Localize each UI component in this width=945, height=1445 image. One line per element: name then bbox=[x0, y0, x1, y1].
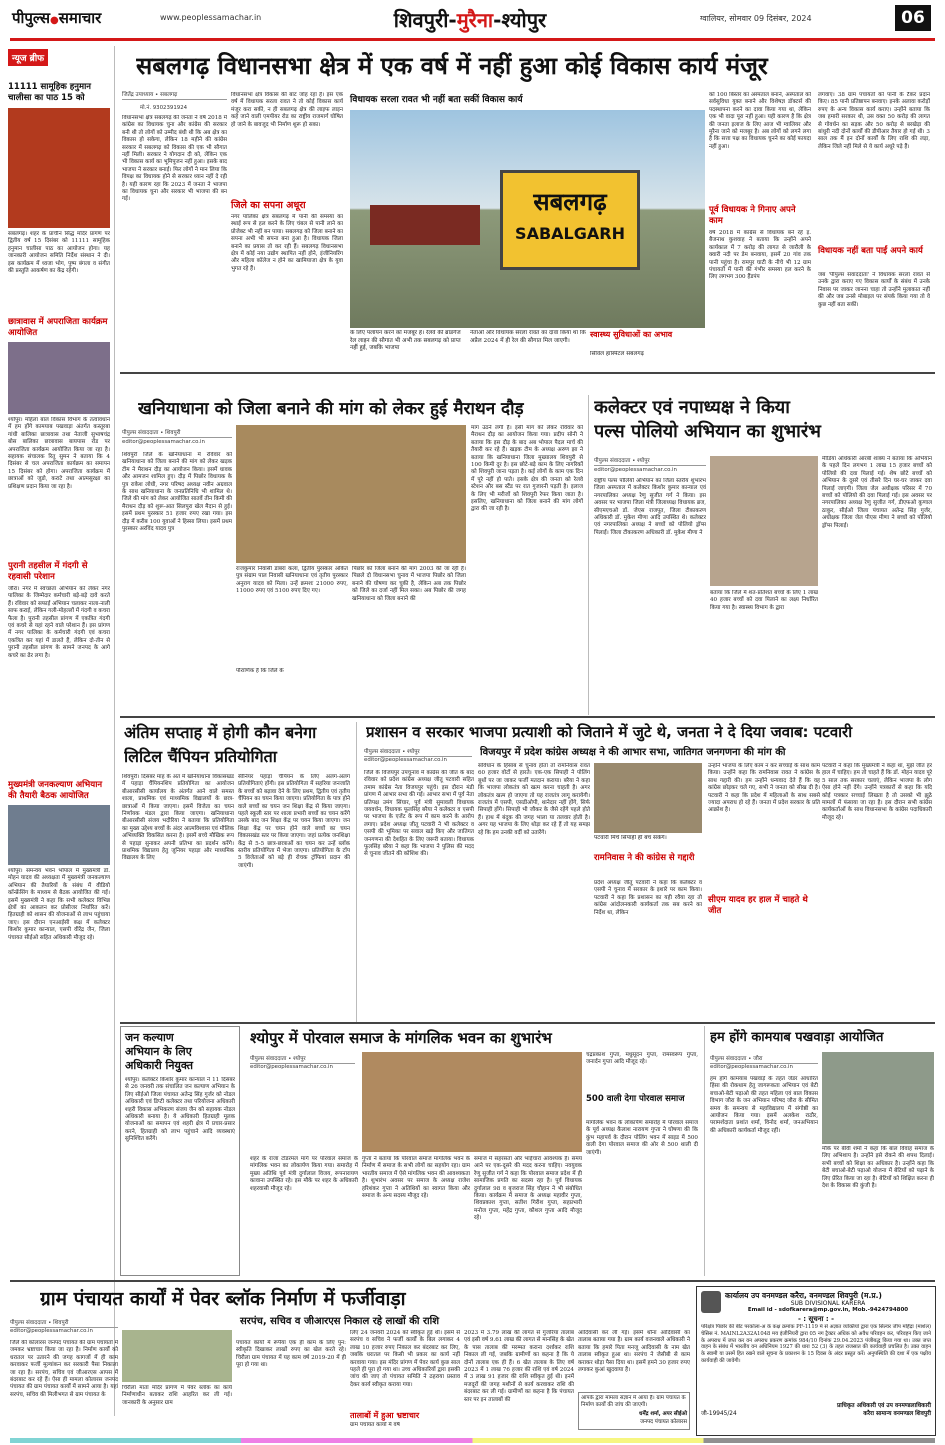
a4-col2: सीनियर पहाड़ा चैंपियन के लिए अलग-अलग प्रतियोगिताएं होंगी। इस प्रतियोगिता में सहरिया जनजाति के बच्चों को बढ़ावा देने के लिए प्रथम, द्वितीय एवं तृतीय चैंपियन का चयन किया जाएगा। प्रतियोगिता के पात्र होने वाले बच्चों का चयन जन शिक्षा केंद्र से किया जाएगा। पहले स्कूली स्तर पर शाला प्रभारी बच्चों का चयन करेंगे उसके बाद जन शिक्षा केंद्र पर चयन किया जाएगा। जन शिक्षा केंद्र पर चयन होने वाले बच्चों का चयन विकासखंड स्तर पर किया जाएगा। जहां प्रत्येक जनशिक्षा केंद्र से 5-5 छात्र-छात्राओं का चयन कर उन्हें ब्लॉक स्तरीय प्रतियोगिता में भेजा जाएगा। प्रतियोगिता के टॉप 5 विजेताओं को बड़े ही रोचक ट्रॉफियां प्रदान की जाएंगी। bbox=[238, 774, 350, 869]
porwal-samaj-photo bbox=[362, 1052, 582, 1152]
a5-caption: पटवारी मिर्चे सिपाही ही बच सकेंगे। bbox=[594, 835, 667, 841]
brief-headline-4: मुख्यमंत्री जनकल्याण अभियान की तैयारी बैठक आयोजित bbox=[8, 780, 103, 801]
registration-strip bbox=[10, 1438, 935, 1443]
brief-text-4: श्योपुर। समन्वय भवन भोपाल में मुख्यमंत्री डॉ. मोहन यादव की अध्यक्षता में मुख्यमंत्री जनकल्याण अभियान की तैयारियों के संबंध में वीडियो कॉन्फ्रेंसिंग के माध्यम से बैठक आयोजित की गई। इसमें मुख्यमंत्री ने कहा कि सभी कलेक्टर विभिन्न क्षेत्रों का आकलन कर प्रोसीजर निर्धारित करें। हितग्राही को शासन की योजनाओं से लाभ पहुंचाया जाए। इस दौरान एनआईसी कक्ष में कलेक्टर किशोर कुमार कान्याल, एसपी वीरेंद्र जैन, जिला पंचायत सीईओ सहित अधिकारी मौजूद रहे। bbox=[8, 868, 110, 941]
a6-head-2: अभियान के लिए bbox=[125, 1045, 192, 1058]
vc-meeting-photo bbox=[8, 805, 110, 865]
a9-col1: जिले की कोलारस जनपद पंचायत की ग्राम पंचायतों में जमकर भ्रष्टाचार किया जा रहा है। निर्माण कार्यों को धरातल पर उतारने की जगह कागजों में ही काम करवाकर फर्जी मूल्यांकन कर सरकारी पैसा निकाला जा रहा है। सरपंच, सचिव एवं जीआरएस आपस में बंदरबाट कर रहे हैं। ऐसा ही मामला कोलारस जनपद पंचायत की ग्राम पंचायत कार्यों में सामने आया है। यहां सरपंच, सचिव की मिलीभगत से ग्राम पंचायत के bbox=[10, 1340, 118, 1398]
a9-byline: पीपुल्स संवाददाता • शिवपुरी bbox=[10, 1318, 118, 1328]
a3-headline-2: पल्स पोलियो अभियान का शुभारंभ bbox=[594, 421, 821, 442]
station-name-english: SABALGARH bbox=[515, 224, 625, 243]
a1-mobile: मो.नं. 9302391924 bbox=[140, 105, 188, 111]
a3-col3: मीडिया अधिकारी आरबी शाक्य ने बताया कि अभियान के पहले दिन लगभग 1 लाख 15 हजार बच्चों को पोलियो की दवा पिलाई गई। शेष छोटे बच्चों को अभियान के दूसरे एवं तीसरे दिन घर-घर जाकर दवा पिलाई जाएगी। जिला जेल अधीक्षक परिसर में 70 बच्चों को पोलियो की दवा पिलाई गई। इस अवसर पर नगरपालिका अध्यक्ष रेणु सुजीत गर्ग, डीएफओ कुणाल ठाकुर, सीईओ जिला पंचायत अतेन्द्र सिंह गुर्जर, अधीक्षक जिला जेल पीएस मीणा ने बच्चों को पोलियो ड्रॉप्स पिलाई। bbox=[822, 456, 932, 529]
a9-sub: तालाबों में हुआ भ्रष्टाचार bbox=[350, 1411, 420, 1420]
brief-text-1: सबलगढ़। शहर के प्राचीन सिद्ध मंदिर प्रांगण पर द्वितीय वर्ष 15 दिसंबर को 11111 सामूहिक हनुमान चालीसा पाठ का आयोजन होगा। यह जानकारी आयोजन समिति निर्देश संस्थान ने दी। इस कार्यक्रम में ध्वजा भोग, पुष्प बंगला व संगीत की प्रस्तुति आकर्षण का केंद्र रहेगी। bbox=[8, 231, 110, 275]
sidebar-news-brief bbox=[8, 46, 110, 1416]
a3-col1: राष्ट्रीय पल्स पोलियो अभियान का जिला स्तरीय शुभारंभ जिला अस्पताल में कलेक्टर किशोर कुमार कान्याल एवं नगरपालिका अध्यक्ष रेणु सुजीत गर्ग ने किया। इस अवसर पर भाजपा जिला मंत्री जिलाध्यक्ष विधायक ब्रज, सीएमएचओ डॉ. जेएस राजपूत, जिला टीकाकरण अधिकारी डॉ. मुकेश मीणा आदि उपस्थित थे। कलेक्टर एवं नगरपालिका अध्यक्ष ने बच्चों को पोलियो ड्रॉप्स पिलाईं। जिला टीकाकरण अधिकारी डॉ. मुकेश मीणा ने bbox=[594, 478, 706, 536]
a9-quote-role: जनपद पंचायत कोलारस bbox=[640, 1419, 687, 1425]
a1-health-text: सिविल हॉस्पिटल सबलगढ़ bbox=[590, 351, 644, 357]
a1-bottom-rule bbox=[120, 372, 935, 374]
a7-headline: श्योपुर में पोरवाल समाज के मांगलिक भवन का शुभारंभ bbox=[250, 1029, 552, 1047]
a4-headline-1: अंतिम सप्ताह में होगी कौन बनेगा bbox=[124, 723, 317, 742]
section-title: शिवपुरी-मुरैना-श्योपुर bbox=[393, 8, 547, 32]
a8-headline: हम होंगे कामयाब पखवाड़ा आयोजित bbox=[710, 1030, 884, 1045]
a1-byline: जितेंद्र उपाध्याय • सबलगढ़ bbox=[122, 90, 227, 100]
notice-sign-1: प्राधिकृत अधिकारी एवं उप वनमण्डलाधिकारी bbox=[836, 1403, 931, 1409]
hostel-event-photo bbox=[8, 342, 110, 414]
brief-text-2: श्योपुर। महिला बाल विकास विभाग के तत्वावधान में हम होंगे कामयाब पखवाड़ा अंतर्गत कस्तूरबा गांधी बालिका छात्रावास तथा नेताजी सुभाषचंद्र बोस बालिका छात्रावास बायपास रोड पर अपराजिता कार्यक्रम आयोजित किया जा रहा है। सहायक संचालक रितु सुमन ने बताया कि 4 दिसंबर से चल अपराजिता कार्यक्रम का समापन 15 दिसंबर को होगा। अपराजिता कार्यक्रम में छात्राओं को जूडो, कराटे तथा आत्मसुरक्षा का प्रशिक्षण प्रदान किया जा रहा है। bbox=[8, 417, 110, 490]
notice-title: कार्यालय उप वनमण्डल करैरा, वनमण्डल शिवपुरी (म.प्र.) SUB DIVISIONAL KARERA Email id - sdofkarera@mp.gov.in, Mob.-9424794800 bbox=[701, 1291, 931, 1313]
a1-col2: विधानसभा क्षेत्र विकास की बाट जोह रहा है। इस एक वर्ष में विधायक सरला रावत ने तो कोई विकास कार्य मंजूर करा सकीं, न ही सबलगढ़ क्षेत्र की लाइफ लाइन कहे जाने वाली एमपीयर रोड का राष्ट्रीय राजमार्ग घोषित हो जाने के बावजूद भी निर्माण शुरू हो सका। bbox=[231, 92, 343, 128]
a9-col5: आदिवासी कर ली गई। इसमें थौंना आदिवासी का तालाब बताया गया है। ग्राम कार्य वजनवाले अधिकारी ने बताया कि हमारे पिता मनजू आदिवासी के नाम खेत तालाब स्वीकृत हुआ था। सरपंच ने जेसीबी से काम कराकर थोड़ा पैसा दिया था। इसमें हमने 30 हजार रुपए लगाकर कुआं खुदवाया है। bbox=[578, 1330, 690, 1374]
a2-col1: शिवपुरी जिले के खनियाधाना में रविवार को खनियाधाना को जिला बनाने की मांग को लेकर खड़क टीम ने मैराथन दौड़ का आयोजन किया। इसमें धावक और आमजन शामिल हुए। दौड़ में पिछोर विधायक के पुत्र राकेश लोधी, नगर परिषद अध्यक्ष नवीन अग्रवाल के साथ खनियाधाना के जनप्रतिनिधि भी शामिल थे। जिले की मांग को लेकर आयोजित सातवें तीन किमी की मैराथन दौड़ को शुरू-आत सिलपुरा खेल मैदान से हुई। इसमें प्रथम पुरस्कार 51 हजार रुपए रखा गया। इस दौड़ में करीब 100 युवाओं ने हिस्सा लिया। इसमें प्रथम पुरस्कार अरविंद यादव पुत्र bbox=[122, 452, 232, 533]
a8-email: editor@peoplessamachar.co.in bbox=[710, 1064, 793, 1070]
a3-byline: पीपुल्स संवाददाता • श्योपुर bbox=[594, 456, 706, 466]
a9-col3b: ग्राम पंचायत कार्यों में वर्ष bbox=[350, 1422, 400, 1428]
emblem-icon bbox=[701, 1291, 721, 1313]
a2-headline: खनियाधाना को जिला बनाने की मांग को लेकर हुई मैराथन दौड़ bbox=[138, 399, 524, 419]
brief-headline-3: पुरानी तहसील में गंदगी से रहवासी परेशान bbox=[8, 561, 88, 582]
a5-email: editor@peoplessamachar.co.in bbox=[364, 757, 447, 763]
a1-sub-district-dream: जिले का सपना अधूरा bbox=[231, 200, 306, 211]
a1-health-sub: स्वास्थ्य सुविधाओं का अभाव bbox=[590, 330, 673, 339]
a1-col5b: जब 'पीपुल्स संवाददाता' ने विधायक सरला रावत से उनके द्वारा कराए गए विकास कार्यों के संबंध में उनके निवास पर जाकर जानना चाहा तो उन्होंने मुलाकात नहीं की और जब उनसे मोबाइल पर संपर्क किया गया तो वे कुछ नहीं बता सकीं। bbox=[818, 272, 930, 308]
a7-col4b: मांगलिक भवन के लोकार्पण समारोह में पोरवाल समाज के पूर्व अध्यक्ष कैलाश नारायण गुप्ता ने घोषणा की कि कुंभ महापर्व के दौरान पोलिंग भवन में साइड में 500 वाली देगा पोरवाल समाज की ओर से 500 थाली दी जाएंगी। bbox=[586, 1120, 698, 1156]
a5-col4: उन्होंने भाजपा के लिए काम न कर सच्चाई के साथ काम किया। उन्होंने कहा कि रामनिवास रावत ने कांग्रेस के साथ गद्दारी की। हम उन्होंने धन्यवाद देते हैं कि वह कांग्रेस छोड़कर चले गए, सभी ने जनता को सीख दी है। पटवारी ने कहा कि प्रदेश में महिलाओं के साथ सबसे ज्यादा अपराध हो रहे हैं। जनता में प्रदेश सरकार के प्रति आक्रोश है। bbox=[708, 763, 820, 814]
brief-text-3: जौरा। नगर में स्वच्छता अभियान को लेकर नगर पालिका के जिम्मेदार कर्मचारी बड़े-बड़े दावे करते हैं। रविवार को सफाई अभियान चलाकर नाला-नाली साफ कराई, लेकिन गली-मोहल्लों में गंदगी व कचरा फैला है। पुरानी तहसील प्रांगण में एकत्रित गंदगी एवं कचरे से यहां रहने वाले परेशान हैं। इस प्रांगण में नगर पालिका के कर्मचारी गंदगी एवं कचरा एकत्रित कर यहां में डालते हैं, लेकिन दो-तीन से पुरानी तहसील प्रांगण के सामने जनपद के आगे कचरे का ढेर लगा है। bbox=[8, 586, 110, 659]
page-number: 06 bbox=[895, 5, 931, 31]
a2-email: editor@peoplessamachar.co.in bbox=[122, 439, 205, 445]
a9-headline: ग्राम पंचायत कार्यों में पेवर ब्लॉक निर्माण में फर्जीवाड़ा bbox=[40, 1288, 406, 1310]
a5-sub-cm: सीएम यादव हर हाल में चाहते थे जीत bbox=[708, 895, 808, 916]
a5-headline: प्रशासन व सरकार भाजपा प्रत्याशी को जिताने में जुटे थे, जनता ने दे दिया जवाब: पटवारी bbox=[366, 723, 853, 741]
sabalgarh-station-photo bbox=[350, 110, 705, 328]
a9-email: editor@peoplessamachar.co.in bbox=[10, 1328, 93, 1334]
masthead-rule bbox=[10, 38, 935, 41]
a4-bottom-rule bbox=[120, 1022, 935, 1024]
a3-email: editor@peoplessamachar.co.in bbox=[594, 467, 677, 473]
a9-col3: लिए 24 जनवरी 2024 को स्वीकृत हुई थी। इसमें से सरपंच व सचिव ने फर्जी कार्यों के बिल लगाकर 4 लाख 10 हजार रुपए निकाल कर बंदरबाट कर लिए, जबकि धरातल पर किसी भी प्रकार का कार्य नहीं करवाया गया। इस मंदिर प्रांगण में पेवर कार्य कुछ साल पहले ही पूरा हो गया था। उच्च अधिकारियों द्वारा इसकी जांच की जाए तो पंचायत समिति ने ठहराया प्रस्ताव देकर कार्य स्वीकृत कराया गया। bbox=[350, 1330, 460, 1388]
a2-col3b: पौराणिक है कि जिले के bbox=[236, 668, 284, 674]
a3-caption: बताया कि जिले में शत-प्रतिशत बच्चों के लिए 1 लाख 40 हजार बच्चों को दवा पिलाने का लक्ष्य निर्धारित किया गया है। स्वास्थ्य विभाग के द्वारा bbox=[710, 590, 818, 611]
a1-sub-mla-silent: विधायक नहीं बता पाईं अपने कार्य bbox=[818, 246, 923, 256]
notice-contact: Email id - sdofkarera@mp.gov.in, Mob.-9424794800 bbox=[747, 1307, 909, 1313]
a7-col2: गुप्ता ने बताया कि पोरवाल समाज मांगलिक भवन के निर्माण में समाज के सभी लोगों का सहयोग रहा। ग्राम भारतीय समाज में ऐसे मांगलिक भवन की आवश्यकता है। शुभारंभ अवसर पर समाज के अध्यक्ष राजेश हरिशंकर गुप्ता ने अतिथियों का स्वागत किया और समाज के अन्य सदस्य मौजूद रहे। bbox=[362, 1156, 470, 1200]
notice-heading: - : सूचना : - bbox=[797, 1315, 835, 1323]
logo-right: समाचार bbox=[58, 9, 102, 27]
a1-caption-2a: के लिए पलायन करने को मजबूर हैं। रेलवे की ब्रॉडगेज रेल लाइन की सौगात भी अभी तक सबलगढ़ को प्राप्त नहीं हुई, जबकि भाजपा bbox=[350, 330, 461, 352]
a9-col4: 2023 में 3.79 लाख की लागत से गुजरिया तालाब एवं इसी वर्ष 9.61 लाख की लागत से मानसिंह के खेत के पास तालाब की मरम्मत कराना दर्शाकर राशि निकाल ली गई, जबकि ग्रामीणों का कहना है कि ये दोनों तालाब एक ही हैं। 6 खेत तालाब के लिए वर्ष 2023 में 1 लाख 76 हजार की राशि एवं वर्ष 2024 में 3 लाख 91 हजार की राशि स्वीकृत हुई थी। इनमें मजदूरों की जगह मशीनों से कार्य करवाकर राशि की बंदरबाट कर ली गई। ग्रामीणों का कहना है कि पंचायत स्तर पर इन तालाबों की bbox=[464, 1330, 574, 1403]
a4-col1: शिवपुरी। दिसंबर माह के अंत में खनियाधाना विकासखंड में पहाड़ा चैंपियनशिप प्रतियोगिता का आयोजन बीआरसीसी कार्यालय के अंतर्गत आने वाले समस्त शाला, प्राथमिक एवं माध्यमिक विद्यालयों के छात्र-छात्राओं में किया जाएगा। इसमें विजेता का चयन निर्णायक मंडल द्वारा किया जाएगा। खनियाधाना बीआरसीसी संजय भदौरिया ने बताया कि प्रतियोगिता का मुख्य उद्देश्य बच्चों के अंदर आत्मविश्वास एवं मौलिक अभिव्यक्ति विकसित करना है। इसमें बच्चे मौखिक रूप से पहाड़ा सुनाकर अपनी प्रतिभा का प्रदर्शन करेंगे। प्राथमिक विद्यालय हेतु जूनियर पहाड़ा और माध्यमिक विद्यालय के लिए bbox=[122, 774, 234, 862]
a7-email: editor@peoplessamachar.co.in bbox=[250, 1064, 333, 1070]
a3-headline-1: कलेक्टर एवं नपाध्यक्ष ने किया bbox=[594, 397, 790, 418]
a9-subhead: सरपंच, सचिव व जीआरएस निकाल रहे लाखों की राशि bbox=[240, 1316, 440, 1327]
a5-col1: जिले के विजयपुर उपचुनाव में कांग्रेस की जीत के बाद रविवार को प्रदेश कांग्रेस अध्यक्ष जीतू पटवारी सहित तमाम कांग्रेस नेता विजयपुर पहुंचे। इस दौरान मंडी प्रांगण में आभार सभा की गई। आभार सभा में पूर्व नेता प्रतिपक्ष उमंग सिंघार, पूर्व मंत्री सुमावली विधायक जयवर्धन, विधायक फूलसिंह बरैया ने कलेक्टर व एसपी पर भाजपा के एजेंट के रूप में काम करने के आरोप लगाए। प्रदेश अध्यक्ष जीतू पटवारी ने भी कलेक्टर व एसपी की भूमिका पर सवाल खड़े किए और जातिगत जनगणना की देशहित के लिए जरूरी बताया। विधायक फूलसिंह बरैया ने कहा कि भाजपा ने पुलिस की मदद से चुनाव जीतने की कोशिश की। bbox=[364, 770, 474, 858]
a9-col2: पंचायत कार्यों में रूपैया एक ही काम के लिए पुन: स्वीकृति दिखाकर लाखों रुपए का खेल करते रहे। चिरौला ग्राम पंचायत में यह काम वर्ष 2019-20 में ही पूरा हो गया था। bbox=[236, 1340, 346, 1369]
a5-byline: पीपुल्स संवाददाता • श्योपुर bbox=[364, 747, 472, 757]
a6-text: श्योपुर। कलेक्टर किशोर कुमार कान्याल ने 11 दिसंबर से 26 जनवरी तक संचालित जन कल्याण अभियान के लिए सीईओ जिला पंचायत अतेन्द्र सिंह गुर्जर को नोडल अधिकारी एवं डिप्टी कलेक्टर तथा परियोजना अधिकारी शहरी विकास अभिकरण संजय जैन को सहायक नोडल अधिकारी बनाया है। ये अधिकारी हितग्राही मूलक योजनाओं का समापन एवं शहरी क्षेत्र में प्रचार-प्रसार करने, हितग्राही को लाभ पहुंचाने आदि व्यवस्थाएं सुनिश्चित करेंगे। bbox=[125, 1077, 235, 1143]
a7-a8-divider bbox=[704, 1026, 705, 1276]
a1-sub-former-mla: पूर्व विधायक ने गिनाए अपने काम bbox=[709, 205, 796, 226]
a1-photo-caption: विधायक सरला रावत भी नहीं बता सकीं विकास कार्य bbox=[350, 95, 523, 105]
website: www.peoplessamachar.in bbox=[160, 13, 262, 22]
a5-col2: संविधान के हिसाब से चुनाव होता तो रामनिवास रावत 60 हजार वोटों से हारते। एक-एक सिपाही ने पोलिंग बूथों पर जा जाकर फर्जी मतदान कराया। बरैया ने कहा कि भाजपा लोकतंत्र को खत्म करना चाहती है। अगर लोकतंत्र खत्म हो जाएगा तो यह राजतंत्र लागू करायेगी। राजतंत्र में एसपी, एसडीओपी, थानेदार नहीं होंगे, सिर्फ सिपाही होंगे। सिपाही भी जौकर के जैसे रहेंगे पहले होते हैं। हाथ में बंदूक की जगह भाला या तलवार होती है। अगर यह भाजपा के लिए थोड़ा कर रहे हैं तो यह समझ रहे कि हम उनकी वर्दी को उतारेंगे। bbox=[478, 763, 590, 836]
a1-col1: विधानसभा क्षेत्र सबलगढ़ की जनता ने वर्ष 2018 में कांग्रेस का विधायक चुना और कांग्रेस की सरकार बनी थी तो लोगों को उम्मीद बंधी थी कि अब क्षेत्र का विकास हो सकेगा, लेकिन 18 महीने की कांग्रेस सरकार में सबलगढ़ को विकास की एक भी सौगात नहीं मिली। सरकार ने योगदान दी को, लेकिन एक भी विकास कार्य का भूमिपूजन नहीं हुआ। इसके बाद भाजपा ने सरकार बनाई। फिर लोगों ने मान लिया कि विपक्ष का विधायक होने से सरकार ध्यान नहीं दे रही है। यही कारण रहा कि 2023 में जनता ने भाजपा का विधायक चुना और सरकार भी भाजपा की बन गई। bbox=[122, 115, 227, 203]
a1-col2b: नगर पालिका क्षेत्र सबलगढ़ में पानी की समस्या का स्थाई रूप से हल करने के लिए चंबल से पानी लाने का प्रोजेक्ट भी नहीं बन पाया। सबलगढ़ को जिला बनाने का सपना अभी भी सपना बना हुआ है। विधायक जिला बनाने का प्रयास तो कर रही हैं। सबलगढ़ विधानसभा क्षेत्र में कोई नया उद्योग स्थापित नहीं होने, इंजीनियरिंग और महिला कॉलेज न होने का खामियाजा क्षेत्र के युवा भुगत रहे हैं। bbox=[231, 214, 343, 272]
a4-headline-2: लिटिल चैंपियन प्रतियोगिता bbox=[124, 747, 277, 766]
a7-col1: शहर के राजा टोडरमल मार्ग पर पोरवाल समाज के मांगलिक भवन का लोकार्पण किया गया। समारोह में मुख्य अतिथि पूर्व मंत्री दुर्गालाल विजय, रूपनारायण कावाना उपस्थित रहे। इस मौके पर शहर के अधिकारी शहरवासी मौजूद रहे। bbox=[250, 1156, 358, 1192]
marathon-felicitation-photo bbox=[236, 425, 466, 563]
a1-caption-2b: नेताओं और विधायक सरला रावत का दावा किया था कि अप्रैल 2024 में ही रेल की सौगात मिल जाएगी। bbox=[470, 330, 586, 344]
logo-left: पीपुल्स bbox=[12, 9, 51, 27]
a5-col5: पटवारी ने कहा कि मुख्यमंत्री ने कहा था, मुझे जीत हर हाल में चाहिए। हम तो चाहते हैं कि डॉ. मोहन यादव पूरे 5 साल तक सरकार चलाएं, लेकिन भाजपा के लोग ऐसा होने नहीं देंगे। उन्होंने पत्रकारों से कहा कि यदि कोई पत्रकार सच्चाई लिखता है तो उसको भी झूठे मामलों में फंसाया जा रहा है। इस दौरान सभी कांग्रेस कार्यकर्ताओं के साथ विधानसभा के कांग्रेस पदाधिकारी मौजूद रहे। bbox=[822, 763, 932, 821]
station-sign bbox=[500, 170, 640, 270]
a9-caption: चिरौला माता मंदिर प्रांगण में पेवर ब्लॉक का कार्य निर्माणाधीन बताकर राशि आहरित कर ली गई। जानकारी के अनुसार ग्राम bbox=[122, 1385, 232, 1406]
a4-a5-divider bbox=[356, 722, 357, 1022]
a2-byline: पीपुल्स संवाददाता • शिवपुरी bbox=[122, 428, 232, 438]
notice-ref: जी-19945/24 bbox=[701, 1411, 737, 1417]
a9-quote-box bbox=[578, 1392, 690, 1430]
news-brief-tag: न्यूज ब्रीफ bbox=[8, 49, 48, 66]
sidebar-divider bbox=[114, 46, 115, 1416]
train-shape bbox=[370, 205, 480, 245]
polio-drops-photo bbox=[710, 456, 818, 586]
a9-quote: आपके द्वारा मामला संज्ञान में आया है। ग्राम पंचायत के निर्माण कार्यों की जांच की जाएगी। bbox=[581, 1395, 686, 1408]
a5-subhead: विजयपुर में प्रदेश कांग्रेस अध्यक्ष ने की आभार सभा, जातिगत जनगणना की मांग की bbox=[480, 747, 786, 758]
masthead bbox=[0, 0, 945, 40]
jaura-event-photo bbox=[822, 1052, 934, 1144]
a2-col3: पिछोर को जिला बनाने की मांग 2003 की जा रही है। पिछले दो विधानसभा चुनाव में भाजपा पिछोर को जिला बनाने की घोषणा कर चुकी है, लेकिन अब तक पिछोर को जिले का दर्जा नहीं मिल सका। अब पिछोर की जगह खनियाधाना को जिला बनाने की bbox=[352, 566, 466, 602]
a7-sub: 500 वाली देगा पोरवाल समाज bbox=[586, 1094, 685, 1104]
a7-col4: चंद्रप्रकाश गुप्ता, मधुसूदन गुप्ता, रामस्वरूप गुप्ता, जनार्दन गुप्ता आदि मौजूद रहे। bbox=[586, 1052, 698, 1066]
a5-sub-ramnivas: रामनिवास ने की कांग्रेस से गद्दारी bbox=[594, 853, 695, 863]
a8-bottom-rule bbox=[10, 1280, 935, 1282]
notice-office: SUB DIVISIONAL KARERA bbox=[790, 1300, 866, 1307]
dateline: ग्वालियर, सोमवार 09 दिसंबर, 2024 bbox=[700, 14, 812, 23]
a1-col4b: वर्ष 2018 में कांग्रेस से विधायक बने रहे इं. बैजनाथ कुशवाह ने बताया कि उन्होंने अपने कार्यकाल में 7 करोड़ की लागत से जारौली के क्वारी नदी पर डेम बनवाया, इसमें 20 गांव तक पानी पहुंचा है। रामपुर घाटी के नीचे भी 12 ग्राम पंचायतों में पानी की गंभीर समस्या हल करने के लिए लगभग 300 हैंडपंप bbox=[709, 230, 811, 281]
chirola-temple-photo bbox=[122, 1330, 232, 1382]
a8-caption: मौके पर बीवी शर्मा ने कहा कि बाल विवाह समाज के लिए अभिशाप है। उन्होंने इसे रोकने की शपथ दिलाई। सभी बच्चों को शिक्षा का अधिकार है। उन्होंने कहा कि बेटी बचाओ-बेटी पढ़ाओ योजना में बेटियों को पढ़ाने के लिए प्रेरित किया जा रहा है। बेटियों को शिक्षित करना ही देश के विकास की कुंजी है। bbox=[822, 1146, 934, 1190]
a8-col1: हम होंगे कामयाब पखवाड़े के तहत जेंडर आधारित हिंसा की रोकथाम हेतु जागरूकता अभियान एवं बेटी बचाओ-बेटी पढ़ाओ की तहत महिला एवं बाल विकास विभाग जौरा के जन अभियान परिषद जौरा के सीमित समय के समन्वय से महाविद्यालय में संगोष्ठी का आयोजन किया गया। इसमें अलकेश राठौर, परामर्शदाता प्रशांत शर्मा, विनोद शर्मा, जनअभियान की अधिकारी कार्यकर्ता मौजूद रहीं। bbox=[710, 1076, 818, 1134]
a6-head-3: अधिकारी नियुक्त bbox=[125, 1059, 193, 1072]
brief-headline-2: छात्रावास में अपराजिता कार्यक्रम आयोजित bbox=[8, 317, 108, 338]
a9-quote-name: धर्मेंद्र शर्मा, अपर सीईओ bbox=[639, 1411, 687, 1417]
notice-body: परिक्षेत्र पिछोर की बीट परकोला-अ के कक्ष क्रमांक PF-1119 में से अज्ञात व्यक्तियों द्वारा एक सिल्वर जीप महिंद्रा (मार्शल) चेसिस नं. MAINL2A32A1048 मय इंजीनियरी द्वारा 05 नग ट्रैक्टर अधिक को अवैध परिवहन कर, परिवहन किए जाने के अपराध में जप्त कर वन अपराध प्रकरण क्रमांक 984/10 दिनांक 29.04.2023 पंजीबद्ध किया गया था। उक्त जप्त वाहन के संबंध में भारतीय वन अधिनियम 1927 की धारा 52 (3) के तहत राजसात की कार्यवाही प्रचलित है। उक्त वाहन के स्वामी या उसमें हित रखने वाले सूचना के प्रकाशन के 15 दिवस के अंदर प्रस्तुत करें। अनुपस्थिति की दशा में एक पक्षीय कार्यवाही की जावेगी। bbox=[701, 1324, 931, 1364]
patwari-rally-photo bbox=[594, 763, 702, 833]
a7-col3: समाज में सहरसता और भाईचारा आवश्यक है। समय आने पर एक-दूसरे की मदद करना चाहिए। नवयुवक रेणु सुजीत गर्ग ने कहा कि पोरवाल समाज प्रदेश में ही सामाजिक प्रगति का सदस्य रहा है। पूर्व विधायक दुर्गालाल 98 व बृजराज सिंह चौहान ने भी संबोधित किया। कार्यक्रम में समाज के अध्यक्ष महावीर गुप्ता, शिवप्रकाश गुप्ता, सतीश गिरीश गुप्ता, सहप्रभारी मनोज गुप्ता, महेंद्र गुप्ता, कौशल गुप्ता आदि मौजूद रहे। bbox=[474, 1156, 582, 1222]
brief-headline-1: 11111 सामूहिक हनुमान चालीसा का पाठ 15 को bbox=[8, 82, 91, 103]
station-name-hindi: सबलगढ़ bbox=[533, 188, 607, 216]
notice-sign-2: करैरा सामान्य वनमण्डल शिवपुरी bbox=[863, 1411, 931, 1417]
a8-byline: पीपुल्स संवाददाता • जौरा bbox=[710, 1054, 818, 1064]
a1-col5: लगवाए। 38 ग्राम पंचायतों को पानी के टैंकर प्रदान किए। 85 पानी प्रतिष्ठापन बनवाए। इनके अलावा करोड़ों रुपए के अन्य विकास कार्य कराए। उन्होंने बताया कि जब हमारी सरकार थी, उस वक्त 50 करोड़ की लागत से गोवर्धन का सड़क और 50 करोड़ से बरखेड़ा की बांधुरी नदी दोनों कार्यों की डीपीआर तैयार हो गई थी। 3 साल तक मैं इन दोनों कार्यों के लिए राशि की लड़ा, लेकिन जिले नहीं मिले से ये कार्य अधूरे पड़े हैं। bbox=[818, 92, 930, 150]
a6-box bbox=[120, 1026, 240, 1276]
a2-col4: मांग उठने लगी है। इसी मांग को लेकर रविवार को मैराथन दौड़ का आयोजन किया गया। प्रदीप सोनी ने बताया कि इस दौड़ के बाद अब भोपाल पैदल मार्च की तैयारी कर रहे हैं। खड़क टीम के अध्यक्ष अरुण झा ने बताया कि खनियाधाना जिला मुख्यालय शिवपुरी से 100 किमी दूर है। इस छोटे-बड़े काम के लिए नागरिकों को शिवपुरी जाना पड़ता है। कई लोगों के काम एक दिन में पूरे नहीं हो पाते। इसके क्षेत्र की जनता को रेलवे स्टेशन और बस स्टैंड पर रात गुजारनी पड़ती है। इलाज के लिए भी मरीजों को शिवपुरी रेफर किया जाता है। इसलिए, खनियाधाना को जिला बनाने की मांग लोगों द्वारा की जा रही है। bbox=[471, 425, 583, 513]
a2-a3-divider bbox=[588, 395, 589, 715]
forest-notice bbox=[696, 1286, 936, 1436]
a2-bottom-rule bbox=[120, 716, 935, 718]
a1-col4: को 100 बिस्तर का अस्पताल बनाने, अस्पताल को सर्वसुविधा युक्त बनाने और विशेषज्ञ डॉक्टर्स की पदस्थापना करने का दावा किया गया था, लेकिन एक भी वादा पूरा नहीं हुआ। यही कारण है कि क्षेत्र की जनता इलाज के लिए आज भी ग्वालियर और मुरैना जाने को मजबूर है। अब लोगों को लगने लगा है कि सत्ता पक्ष का विधायक चुनने का कोई फायदा नहीं हुआ। bbox=[709, 92, 811, 150]
a6-head-1: जन कल्याण bbox=[125, 1031, 174, 1044]
a2-caption: राजकुमार निवासी डाबरा कलां, द्वितीय पुरस्कार अंकित पुत्र संग्राम पाल निवासी खनियाधाना एवं तृतीय पुरस्कार अनुराग यादव को मिला। उन्हें क्रमशः 21000 रुपए, 11000 रुपए एवं 5100 रुपए दिए गए। bbox=[236, 566, 348, 595]
a7-byline: पीपुल्स संवाददाता • श्योपुर bbox=[250, 1054, 355, 1064]
hanuman-temple-photo bbox=[8, 108, 110, 228]
logo: पीपुल्स●समाचार bbox=[12, 9, 102, 27]
a1-headline: सबलगढ़ विधानसभा क्षेत्र में एक वर्ष में नहीं हुआ कोई विकास कार्य मंजूर bbox=[136, 52, 768, 80]
a5-col3: प्रदेश अध्यक्ष जीतू पटवारी ने कहा कि कलेक्टर व एसपी ने चुनाव में सरकार के इशारे पर काम किया। पटवारी ने कहा कि प्रशासन का यही रवैया रहा तो कांग्रेस आंदोलनकारी कार्यकर्ता तक सब करने का निर्देश था, लेकिन bbox=[594, 880, 702, 916]
